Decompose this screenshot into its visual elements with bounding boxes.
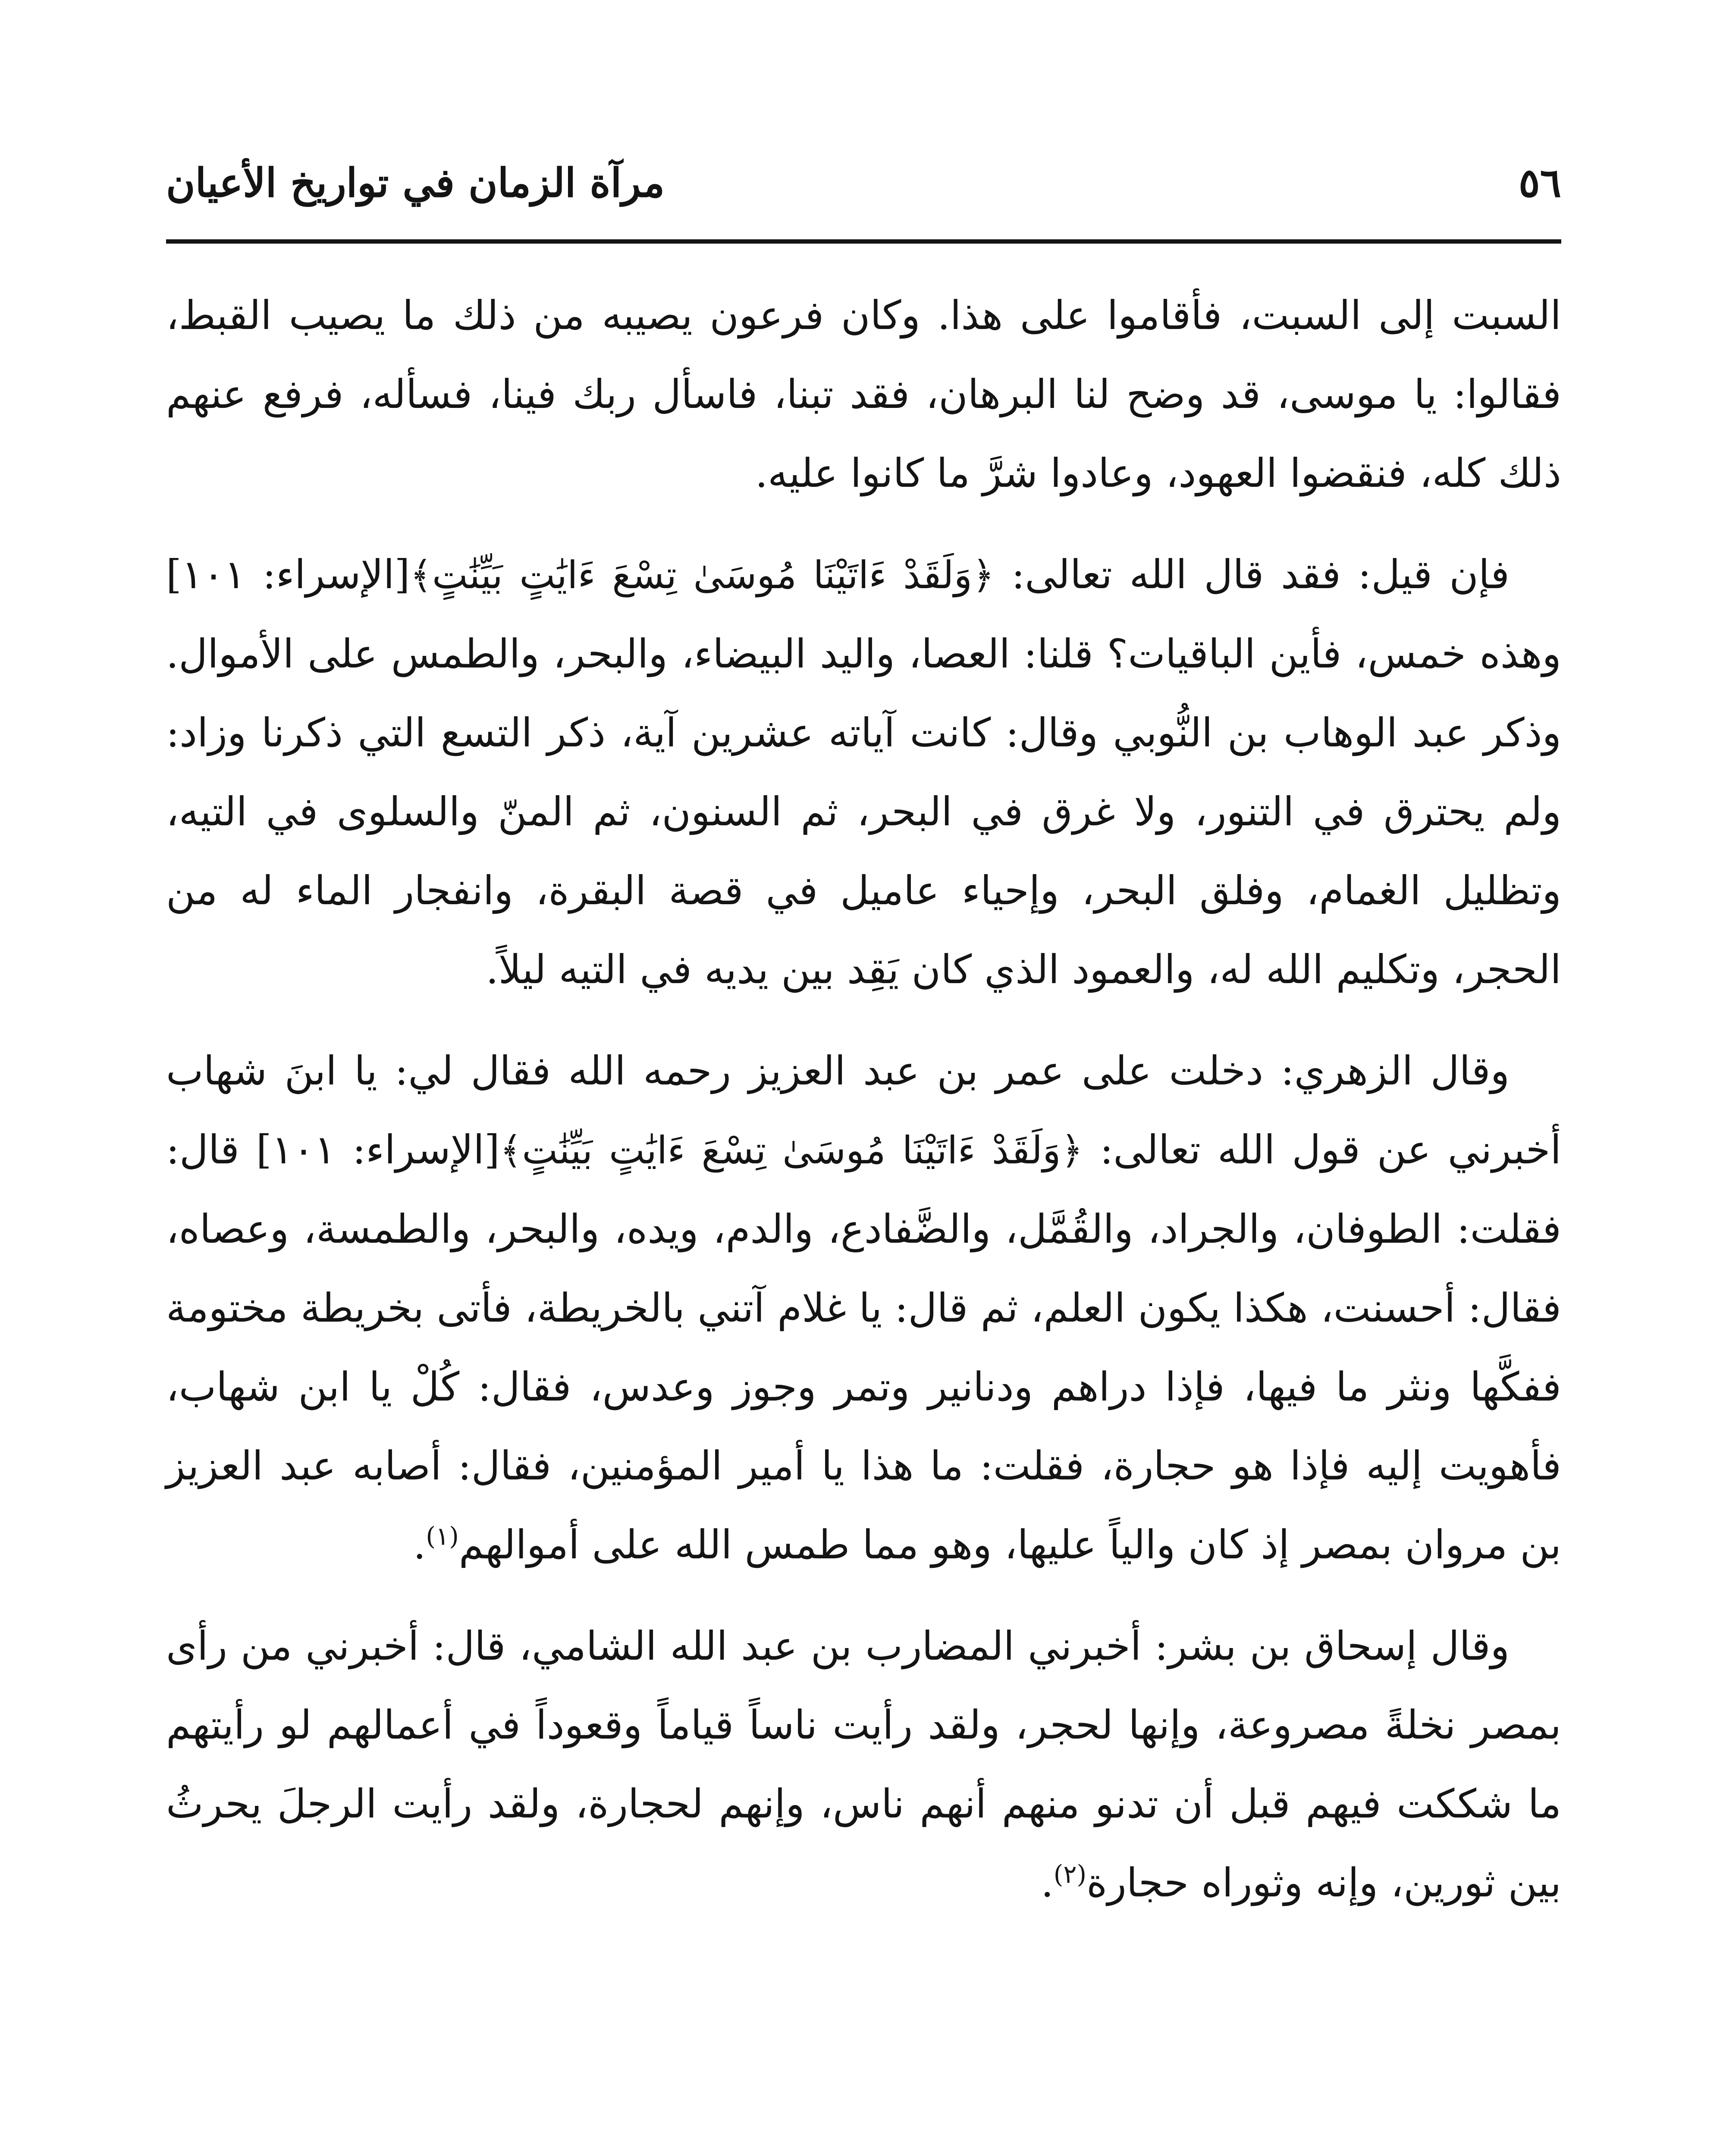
paragraph-4-text: وقال إسحاق بن بشر: أخبرني المضارب بن عبد الله الشامي، قال: أخبرني من رأى بمصر نخلةً مصروعة، وإنها لحجر، ولقد رأيت ناساً قياماً وقعوداً في أعمالهم لو رأيتهم ما شككت فيهم قبل أن تدنو منهم أنهم ناس، وإنهم لحجارة، ولقد رأيت الرجلَ يحرثُ بين ثورين، وإنه وثوراه حجارة — [166, 1623, 1562, 1906]
paragraph-4-end: . — [1041, 1860, 1054, 1906]
paragraph-2-text-b: [الإسراء: ١٠١] وهذه خمس، فأين الباقيات؟ قلنا: العصا، واليد البيضاء، والبحر، والطمس على الأموال. وذكر عبد الوهاب بن النُّوبي وقال: كانت آياته عشرين آية، ذكر التسع التي ذكرنا وزاد: ولم يحترق في التنور، ولا غرق في البحر، ثم السنون، ثم المنّ والسلوى في التيه، وتظليل الغمام، وفلق البحر، وإحياء عاميل في قصة البقرة، وانفجار الماء له من الحجر، وتكليم الله له، والعمود الذي كان يَقِد بين يديه في التيه ليلاً. — [166, 552, 1561, 993]
paragraph-4 — [166, 1607, 1561, 1922]
page-number: ٥٦ — [1519, 160, 1561, 206]
paragraph-2-text-a: فإن قيل: فقد قال الله تعالى: — [994, 552, 1510, 598]
main-text — [166, 276, 1561, 1945]
header-rule — [166, 239, 1561, 244]
page-header — [166, 142, 1561, 233]
footnote-reference-1: (١) — [426, 1521, 459, 1551]
paragraph-3 — [166, 1031, 1561, 1584]
footnote-reference-2: (٢) — [1053, 1859, 1087, 1889]
paragraph-2 — [166, 535, 1561, 1009]
quran-verse: ﴿وَلَقَدْ ءَاتَيْنَا مُوسَىٰ تِسْعَ ءَايَٰتٍ بَيِّنَٰتٍ﴾ — [499, 1128, 1083, 1172]
running-title: مرآة الزمان في تواريخ الأعيان — [166, 160, 665, 206]
paragraph-3-text-b: [الإسراء: ١٠١] قال: فقلت: الطوفان، والجراد، والقُمَّل، والضَّفادع، والدم، ويده، والبحر، والطمسة، وعصاه، فقال: أحسنت، هكذا يكون العلم، ثم قال: يا غلام آتني بالخريطة، فأتى بخريطة مختومة ففكَّها ونثر ما فيها، فإذا دراهم ودنانير وتمر وجوز وعدس، فقال: كُلْ يا ابن شهاب، فأهويت إليه فإذا هو حجارة، فقلت: ما هذا يا أمير المؤمنين، فقال: أصابه عبد العزيز بن مروان بمصر إذ كان والياً عليها، وهو مما طمس الله على أموالهم — [166, 1127, 1561, 1568]
paragraph-3-text-a: وقال الزهري: دخلت على عمر بن عبد العزيز رحمه الله فقال لي: يا ابنَ شهاب أخبرني عن قول الله تعالى: — [166, 1048, 1561, 1173]
paragraph-1: السبت إلى السبت، فأقاموا على هذا. وكان فرعون يصيبه من ذلك ما يصيب القبط، فقالوا: يا موسى، قد وضح لنا البرهان، فقد تبنا، فاسأل ربك فينا، فسأله، فرفع عنهم ذلك كله، فنقضوا العهود، وعادوا شرَّ ما كانوا عليه. — [166, 292, 1561, 496]
quran-verse: ﴿وَلَقَدْ ءَاتَيْنَا مُوسَىٰ تِسْعَ ءَايَٰتٍ بَيِّنَٰتٍ﴾ — [410, 553, 995, 597]
paragraph-3-end: . — [413, 1522, 426, 1568]
